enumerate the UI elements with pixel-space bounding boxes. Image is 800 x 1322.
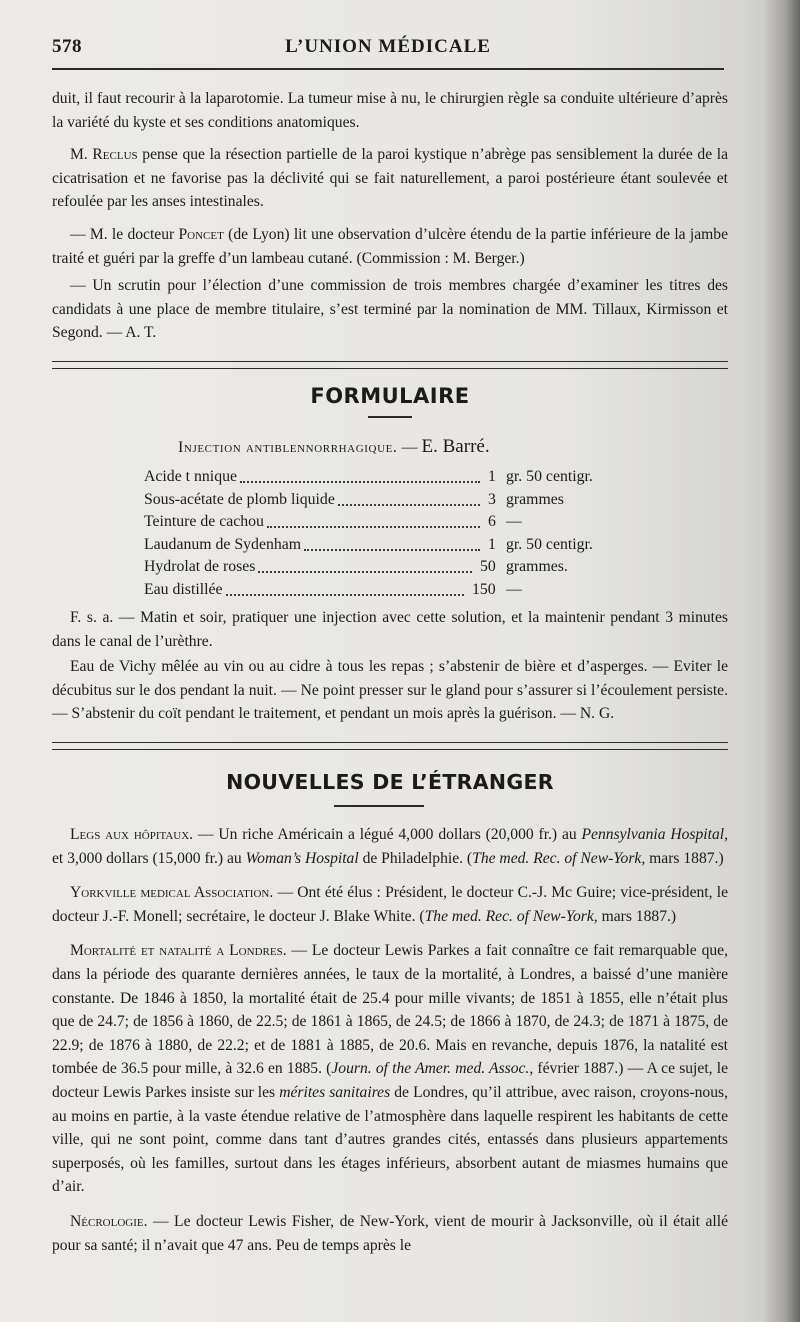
name-reclus: M. Reclus <box>70 146 138 164</box>
page-header <box>52 34 724 60</box>
label-necrologie: Nécrologie. <box>70 1212 148 1230</box>
ingredient-unit: grammes. <box>506 558 568 575</box>
name-poncet: Poncet <box>178 225 224 243</box>
paragraph-poncet-intro: — M. le docteur <box>70 225 179 243</box>
ingredient-unit: — <box>506 513 522 530</box>
ingredient-quantity: 6 <box>488 513 496 530</box>
paragraph-fsa: F. s. a. — Matin et soir, pratiquer une injection avec cette solution, et la maintenir pendant 3 minutes dans le canal de l’urèthre. <box>52 609 728 650</box>
title-underline-formulaire <box>368 416 412 418</box>
page-number: 578 <box>52 36 82 57</box>
page-spine-shadow <box>764 0 800 1322</box>
ingredient-name: Hydrolat de roses <box>144 558 256 575</box>
section-rule-nouvelles <box>52 742 728 750</box>
label-legs: Legs aux hôpitaux. <box>70 826 194 843</box>
ingredient-quantity: 150 <box>472 580 496 598</box>
paragraph-mortalite <box>52 939 728 1199</box>
ingredient-row <box>144 511 664 534</box>
mortalite-text-2: février 1887.) — A ce sujet, le docteur Lewis Parkes insiste sur les <box>52 1060 728 1101</box>
paragraph-scrutin: — Un scrutin pour l’élection d’une commission de trois membres chargée d’examiner les titres des candidats à une place de membre titulaire, s’est terminé par la nomination de MM. Tillaux, Kirmisson et Segond. — A. T. <box>52 277 728 342</box>
ingredient-quantity: 50 <box>480 558 496 575</box>
mortalite-text-1: — Le docteur Lewis Parkes a fait connaître ce fait remarquable que, dans la période des quarante dernières années, le taux de la mortalité, à Londres, a baissé d’une manière constante. De 1846 à 1850, la mortalité était de 25.4 pour mille vivants; de 1851 à 1855, elle n’était plus que de 24.7; de 1856 à 1860, de 22.5; de 1861 à 1865, de 24.5; de 1866 à 1870, de 24.3; de 1871 à 1875, de 22.9; de 1876 à 1880, de 22.2; et de 1881 à 1885, de 20.6. Mais en revanche, depuis 1876, la natalité est tombée de 36.5 pour mille, à 32.6 en 1885. ( <box>52 942 728 1078</box>
ingredient-unit: gr. 50 centigr. <box>506 535 593 553</box>
ingredient-name: Acide t nnique <box>144 468 237 485</box>
legs-hospital-2: Woman’s Hospital <box>245 849 359 867</box>
ingredient-quantity: 1 <box>488 535 496 553</box>
section-title-nouvelles: NOUVELLES DE L’ÉTRANGER <box>226 770 554 794</box>
ingredient-row <box>144 579 664 602</box>
ingredient-quantity: 3 <box>488 490 496 508</box>
formula-heading <box>178 436 490 458</box>
paragraph-necrologie <box>52 1210 728 1257</box>
ingredient-row <box>144 534 664 557</box>
ingredient-unit: grammes <box>506 490 564 508</box>
formula-dash: — <box>397 439 422 456</box>
journal-title: L’UNION MÉDICALE <box>285 36 491 57</box>
legs-text-3: de Philadelphie. ( <box>358 849 473 867</box>
formula-author: E. Barré. <box>421 436 490 457</box>
ingredient-row <box>144 556 664 579</box>
yorkville-text-1: — Ont été élus : Président, le docteur C.-J. Mc Guire; vice-président, le docteur J.-F. Monell; secrétaire, le docteur J. Blake White. ( <box>52 884 728 925</box>
yorkville-text-2: mars 1887.) <box>597 907 677 925</box>
dot-leader <box>240 481 480 483</box>
ingredient-name: Sous-acétate de plomb liquide <box>144 490 335 508</box>
ingredient-row <box>144 489 664 512</box>
title-underline-nouvelles <box>334 805 424 807</box>
paragraph-vichy: Eau de Vichy mêlée au vin ou au cidre à tous les repas ; s’abstenir de bière et d’asperges. — Eviter le décubitus sur le dos pendant la nuit. — Ne point presser sur le gland pour s’assurer si l’écoulement persiste. — S’abstenir du coït pendant le traitement, et pendant un mois après la guérison. — N. G. <box>52 658 728 723</box>
ingredient-unit: gr. 50 centigr. <box>506 468 593 485</box>
legs-text-4: mars 1887.) <box>645 849 724 867</box>
dot-leader <box>267 526 480 528</box>
paragraph-reclus <box>52 143 728 214</box>
ingredient-name: Eau distillée <box>144 580 223 598</box>
paragraph-yorkville <box>52 881 728 928</box>
legs-text-2: et 3,000 dollars (15,000 fr.) au <box>52 849 246 867</box>
dot-leader <box>304 549 480 551</box>
nouvelles-text <box>52 823 728 1257</box>
dot-leader <box>258 571 472 573</box>
legs-source: The med. Rec. of New-York, <box>472 849 646 867</box>
ingredient-name: Laudanum de Sydenham <box>144 535 302 553</box>
dot-leader <box>226 594 464 596</box>
legs-hospital-1: Pennsylvania Hospital, <box>581 826 728 843</box>
formula-name: Injection antiblennorrhagique. <box>178 439 398 456</box>
paragraph-poncet <box>52 223 728 270</box>
necrologie-text: — Le docteur Lewis Fisher, de New-York, vient de mourir à Jacksonville, où il était allé pour sa santé; il n’avait que 47 ans. Peu de temps après le <box>52 1212 728 1254</box>
header-rule <box>52 68 724 70</box>
label-mortalite: Mortalité et natalité a Londres. <box>70 942 287 960</box>
ingredient-row <box>144 466 664 489</box>
paragraph-legs <box>52 823 728 870</box>
legs-text-1: — Un riche Américain a légué 4,000 dollars (20,000 fr.) au <box>193 826 582 843</box>
mortalite-source: Journ. of the Amer. med. Assoc., <box>331 1060 534 1078</box>
paragraph-poncet-text: (de Lyon) lit une observation d’ulcère étendu de la partie inférieure de la jambe traité et guéri par la greffe d’un lambeau cutané. (Commission : M. Berger.) <box>52 225 728 267</box>
paragraph-laparotomie: duit, il faut recourir à la laparotomie. La tumeur mise à nu, le chirurgien règle sa conduite ultérieure d’après la variété du kyste et ses conditions anatomiques. <box>52 90 728 131</box>
yorkville-source: The med. Rec. of New-York, <box>424 907 598 925</box>
section-rule-formulaire <box>52 361 728 369</box>
dot-leader <box>338 504 480 506</box>
mortalite-text-3: de Londres, qu’il attribue, avec raison, croyons-nous, au moins en partie, à la vaste étendue relative de l’atmosphère dans laquelle respirent les habitants de cette ville, qui ne sont point, comme dans tant d’autres grandes cités, entassés dans plusieurs appartements superposés, où les familles, surtout dans les étages inférieurs, absorbent autant de miasmes humains que d’air. <box>52 1083 728 1196</box>
section-title-formulaire: FORMULAIRE <box>310 384 470 408</box>
top-section <box>52 87 728 345</box>
label-yorkville: Yorkville medical Association. <box>70 884 274 902</box>
ingredient-unit: — <box>506 580 522 598</box>
formulaire-text <box>52 606 728 726</box>
mortalite-emphasis: mérites sanitaires <box>279 1083 391 1101</box>
paragraph-reclus-text: pense que la résection partielle de la paroi kystique n’abrège pas sensiblement la durée de la cicatrisation et ne favorise pas la déclivité qui se fait naturellement, a paroi postérieure étant soulevée et refoulée par les anses intestinales. <box>52 146 729 211</box>
ingredient-list <box>144 466 664 601</box>
ingredient-name: Teinture de cachou <box>144 513 264 530</box>
ingredient-quantity: 1 <box>488 468 496 485</box>
